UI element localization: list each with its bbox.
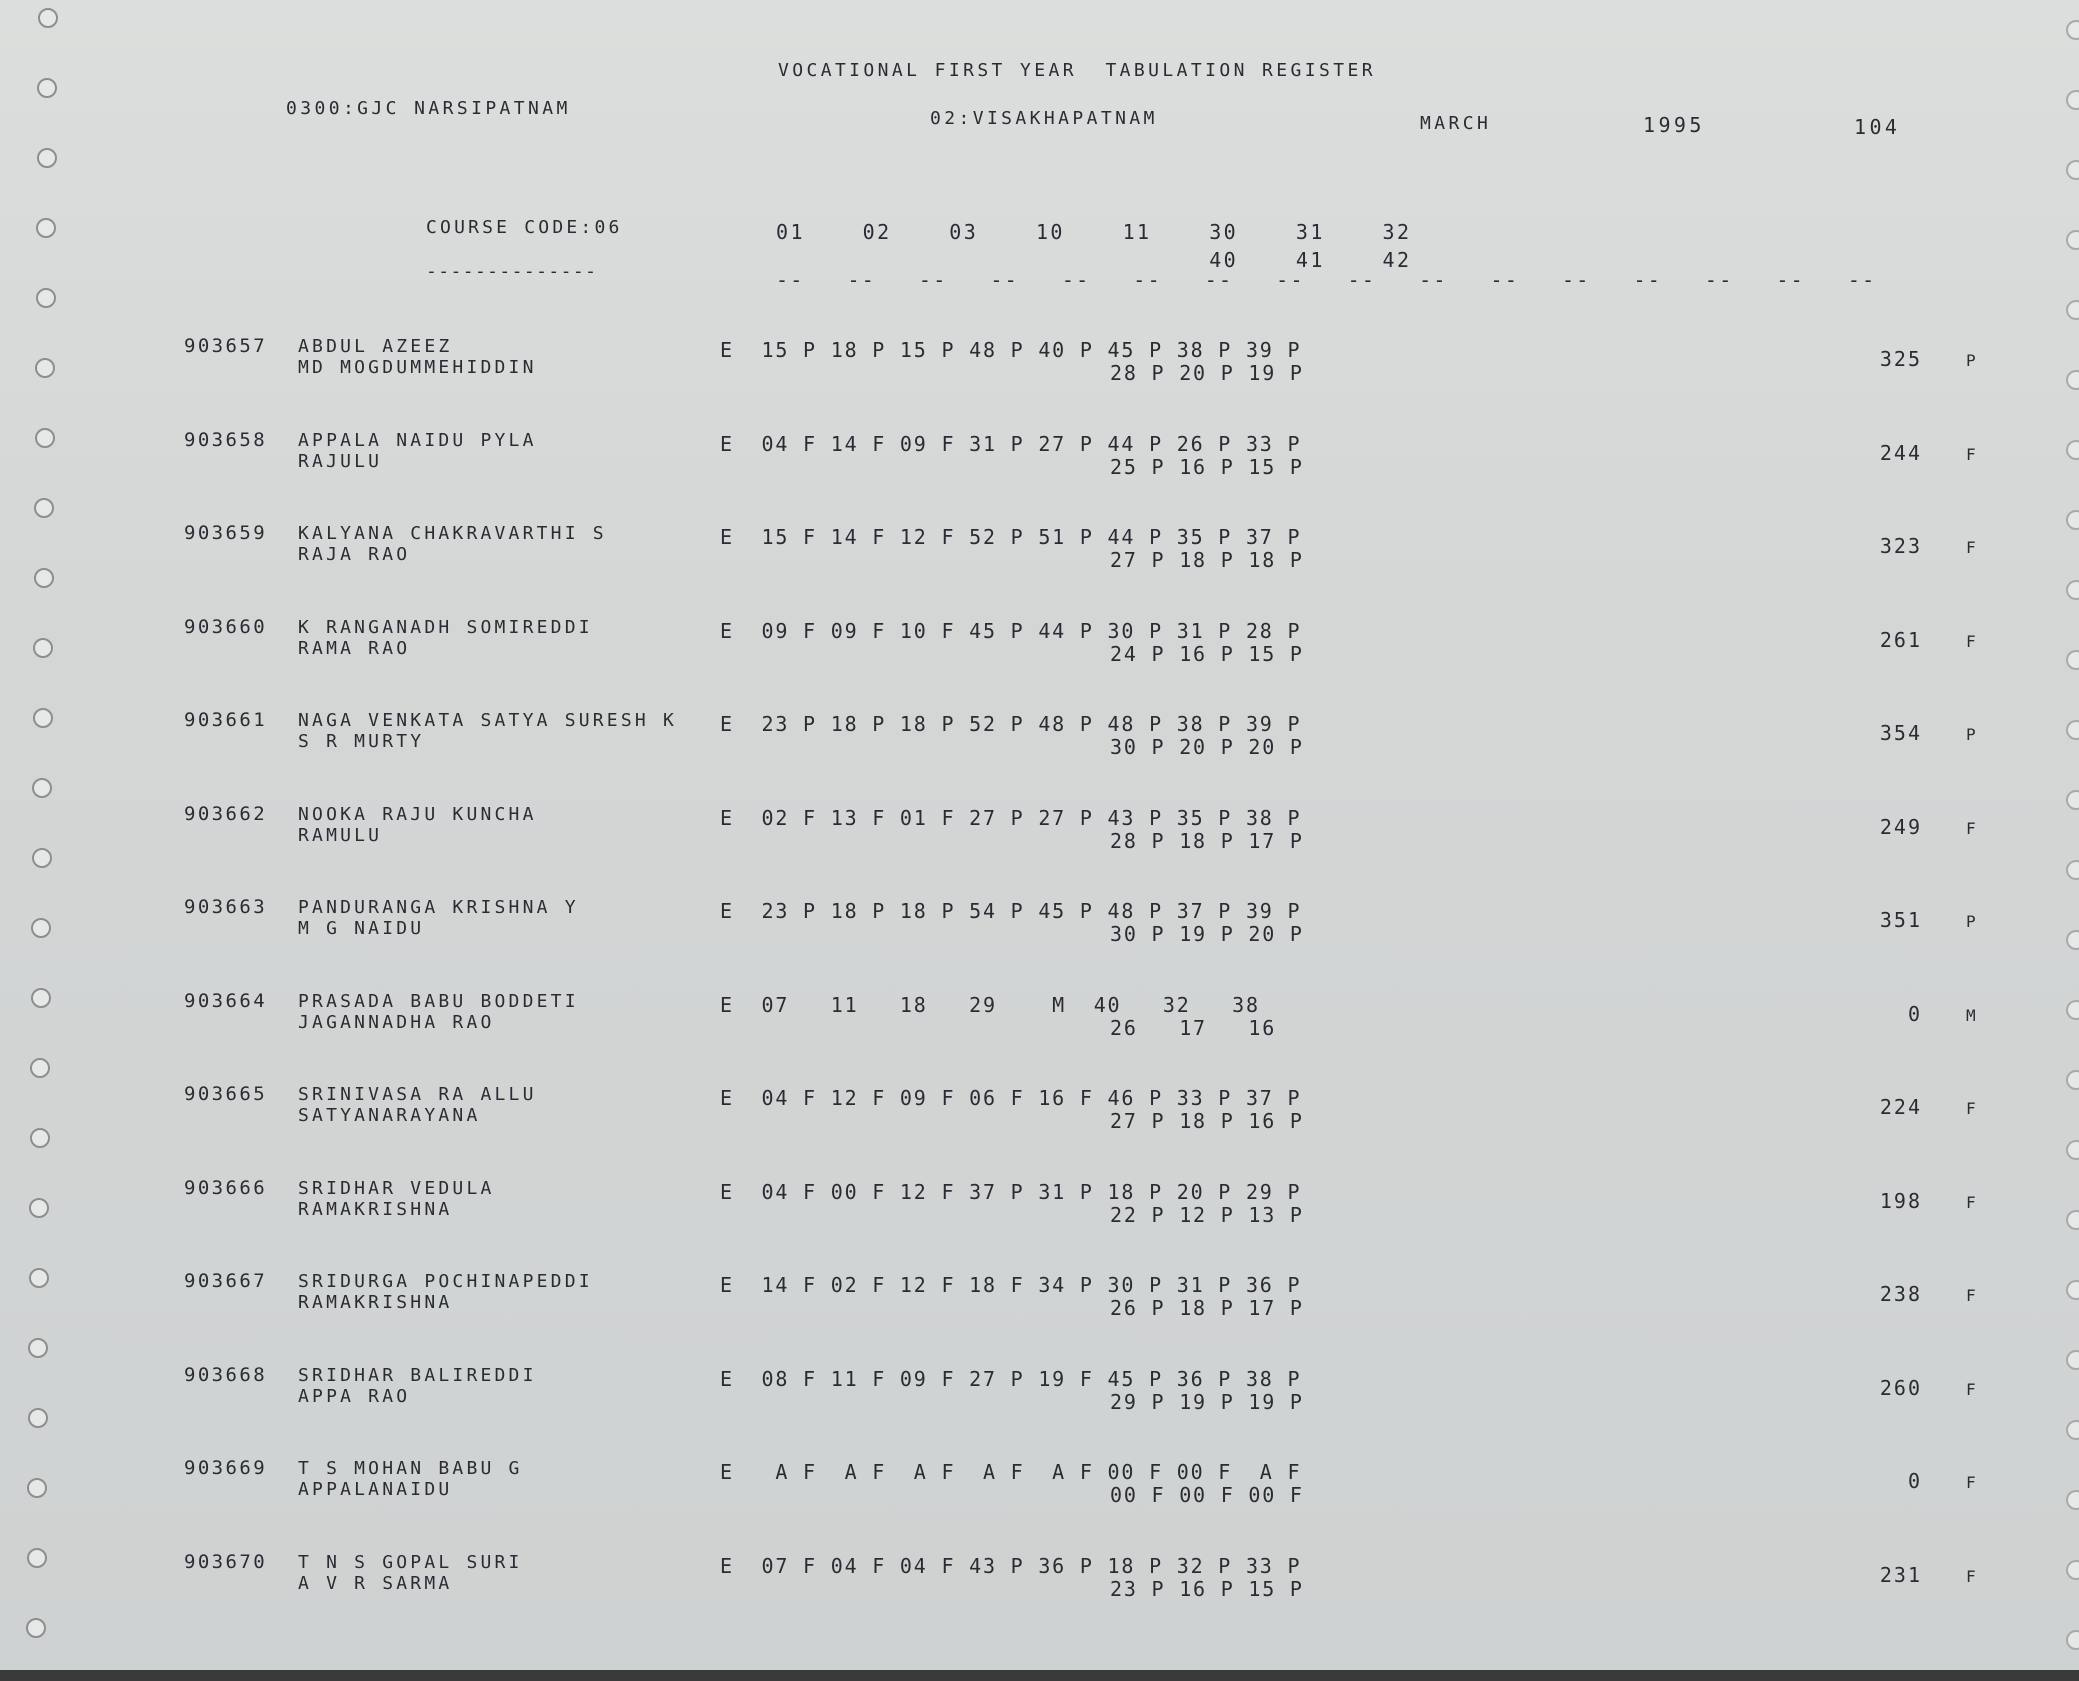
feed-hole-icon bbox=[34, 568, 54, 588]
total-marks: 244 bbox=[1879, 440, 1922, 465]
feed-hole-icon bbox=[2066, 720, 2079, 740]
subject-columns-row1: 01 02 03 10 11 30 31 32 bbox=[776, 220, 1412, 244]
total-marks: 354 bbox=[1879, 721, 1922, 745]
student-name: NOOKA RAJU KUNCHA bbox=[298, 803, 537, 825]
district-code: 02:VISAKHAPATNAM bbox=[930, 108, 1158, 129]
student-name: APPALA NAIDU PYLA bbox=[298, 429, 537, 451]
total-marks: 260 bbox=[1879, 1375, 1922, 1400]
feed-hole-icon bbox=[32, 848, 52, 868]
marks-line-1: E 15 P 18 P 15 P 48 P 40 P 45 P 38 P 39 P bbox=[720, 338, 1302, 362]
marks-line-1: E 14 F 02 F 12 F 18 F 34 P 30 P 31 P 36 P bbox=[720, 1273, 1302, 1297]
student-id: 903657 bbox=[184, 335, 268, 357]
student-id: 903658 bbox=[184, 428, 268, 451]
total-marks: 224 bbox=[1879, 1095, 1922, 1119]
result-code: F bbox=[1966, 1473, 1976, 1492]
student-father-name: RAMAKRISHNA bbox=[298, 1198, 453, 1220]
marks-line-1: E 23 P 18 P 18 P 52 P 48 P 48 P 38 P 39 P bbox=[720, 712, 1302, 736]
marks-line-1: E 04 F 12 F 09 F 06 F 16 F 46 P 33 P 37 P bbox=[720, 1086, 1302, 1110]
feed-hole-icon bbox=[2066, 90, 2079, 110]
marks-line-2: 25 P 16 P 15 P bbox=[1110, 454, 1304, 479]
student-father-name: RAMULU bbox=[298, 824, 383, 846]
marks-line-2: 26 P 18 P 17 P bbox=[1110, 1296, 1304, 1320]
college-code: 0300:GJC NARSIPATNAM bbox=[286, 98, 571, 119]
feed-hole-icon bbox=[29, 1268, 49, 1288]
marks-line-1: E 23 P 18 P 18 P 54 P 45 P 48 P 37 P 39 P bbox=[720, 899, 1302, 923]
feed-hole-icon bbox=[2066, 650, 2079, 670]
feed-hole-icon bbox=[2066, 790, 2079, 810]
feed-hole-icon bbox=[34, 498, 54, 518]
result-code: F bbox=[1966, 1379, 1976, 1399]
student-name: SRIDURGA POCHINAPEDDI bbox=[298, 1271, 593, 1292]
student-father-name: RAMA RAO bbox=[298, 637, 411, 659]
feed-hole-icon bbox=[30, 1058, 50, 1078]
total-marks: 249 bbox=[1879, 814, 1922, 839]
student-father-name: M G NAIDU bbox=[298, 918, 425, 939]
total-marks: 261 bbox=[1879, 627, 1922, 652]
total-marks: 231 bbox=[1879, 1562, 1922, 1587]
result-code: F bbox=[1966, 631, 1976, 651]
result-code: F bbox=[1966, 1566, 1976, 1586]
subject-columns-row2: 40 41 42 bbox=[776, 248, 1412, 272]
student-name: NAGA VENKATA SATYA SURESH K bbox=[298, 710, 677, 731]
student-id: 903663 bbox=[184, 896, 268, 918]
student-name: K RANGANADH SOMIREDDI bbox=[298, 616, 593, 638]
marks-line-1: E 08 F 11 F 09 F 27 P 19 F 45 P 36 P 38 P bbox=[720, 1366, 1302, 1391]
marks-line-1: E A F A F A F A F A F 00 F 00 F A F bbox=[720, 1460, 1302, 1484]
student-name: PRASADA BABU BODDETI bbox=[298, 990, 579, 1012]
feed-hole-icon bbox=[28, 1408, 48, 1428]
feed-hole-icon bbox=[31, 988, 51, 1008]
column-dash-separators: -- -- -- -- -- -- -- -- -- -- -- -- -- -- -- -- bbox=[776, 268, 1877, 292]
feed-hole-icon bbox=[2066, 1000, 2079, 1020]
marks-line-1: E 02 F 13 F 01 F 27 P 27 P 43 P 35 P 38 P bbox=[720, 805, 1302, 830]
marks-line-2: 26 17 16 bbox=[1110, 1015, 1277, 1040]
feed-hole-icon bbox=[2066, 510, 2079, 530]
feed-hole-icon bbox=[36, 218, 56, 238]
feed-hole-icon bbox=[27, 1478, 47, 1498]
student-id: 903667 bbox=[184, 1270, 268, 1292]
feed-hole-icon bbox=[26, 1618, 46, 1638]
total-marks: 325 bbox=[1879, 347, 1922, 371]
student-id: 903665 bbox=[184, 1083, 268, 1105]
feed-hole-icon bbox=[2066, 1490, 2079, 1510]
student-id: 903664 bbox=[184, 989, 268, 1012]
marks-line-1: E 04 F 14 F 09 F 31 P 27 P 44 P 26 P 33 P bbox=[720, 431, 1302, 456]
marks-line-2: 28 P 20 P 19 P bbox=[1110, 361, 1304, 385]
feed-hole-icon bbox=[2066, 860, 2079, 880]
feed-hole-icon bbox=[38, 8, 58, 28]
student-father-name: RAMAKRISHNA bbox=[298, 1292, 453, 1313]
feed-hole-icon bbox=[2066, 1350, 2079, 1370]
feed-hole-icon bbox=[37, 148, 57, 168]
student-id: 903669 bbox=[184, 1457, 268, 1479]
result-code: M bbox=[1966, 1005, 1976, 1025]
feed-hole-icon bbox=[37, 78, 57, 98]
marks-line-2: 22 P 12 P 13 P bbox=[1110, 1202, 1304, 1227]
student-id: 903668 bbox=[184, 1363, 268, 1386]
student-father-name: RAJA RAO bbox=[298, 544, 411, 565]
student-id: 903661 bbox=[184, 709, 268, 731]
result-code: F bbox=[1966, 1099, 1976, 1118]
student-name: ABDUL AZEEZ bbox=[298, 336, 453, 357]
marks-line-2: 27 P 18 P 16 P bbox=[1110, 1109, 1304, 1133]
student-father-name: RAJULU bbox=[298, 450, 383, 472]
feed-hole-icon bbox=[35, 428, 55, 448]
student-id: 903670 bbox=[184, 1550, 268, 1573]
total-marks: 198 bbox=[1879, 1188, 1922, 1213]
total-marks: 323 bbox=[1879, 534, 1922, 558]
total-marks: 238 bbox=[1879, 1282, 1922, 1306]
student-father-name: S R MURTY bbox=[298, 731, 425, 752]
feed-hole-icon bbox=[33, 638, 53, 658]
student-id: 903659 bbox=[184, 522, 268, 544]
marks-line-2: 00 F 00 F 00 F bbox=[1110, 1483, 1304, 1507]
result-code: F bbox=[1966, 444, 1976, 464]
marks-line-1: E 07 11 18 29 M 40 32 38 bbox=[720, 992, 1260, 1017]
result-code: F bbox=[1966, 1286, 1976, 1305]
marks-line-2: 23 P 16 P 15 P bbox=[1110, 1576, 1304, 1601]
feed-hole-icon bbox=[2066, 230, 2079, 250]
marks-line-2: 29 P 19 P 19 P bbox=[1110, 1389, 1304, 1414]
marks-line-1: E 15 F 14 F 12 F 52 P 51 P 44 P 35 P 37 P bbox=[720, 525, 1302, 549]
feed-hole-icon bbox=[35, 358, 55, 378]
student-father-name: A V R SARMA bbox=[298, 1572, 453, 1594]
feed-hole-icon bbox=[29, 1198, 49, 1218]
exam-month: MARCH bbox=[1420, 113, 1492, 134]
feed-hole-icon bbox=[33, 708, 53, 728]
student-father-name: APPA RAO bbox=[298, 1385, 411, 1407]
feed-hole-icon bbox=[2066, 1280, 2079, 1300]
student-name: SRIDHAR VEDULA bbox=[298, 1177, 495, 1199]
course-code-label: COURSE CODE:06 bbox=[426, 217, 623, 238]
feed-hole-icon bbox=[27, 1548, 47, 1568]
student-father-name: SATYANARAYANA bbox=[298, 1105, 481, 1126]
marks-line-2: 24 P 16 P 15 P bbox=[1110, 641, 1304, 666]
feed-hole-icon bbox=[2066, 1630, 2079, 1650]
feed-hole-icon bbox=[2066, 1210, 2079, 1230]
marks-line-2: 27 P 18 P 18 P bbox=[1110, 548, 1304, 572]
result-code: F bbox=[1966, 1192, 1976, 1212]
student-name: SRIDHAR BALIREDDI bbox=[298, 1364, 537, 1386]
result-code: P bbox=[1966, 725, 1976, 744]
marks-line-2: 28 P 18 P 17 P bbox=[1110, 828, 1304, 853]
feed-hole-icon bbox=[2066, 440, 2079, 460]
student-name: T N S GOPAL SURI bbox=[298, 1551, 523, 1573]
exam-year: 1995 bbox=[1643, 113, 1705, 137]
student-id: 903666 bbox=[184, 1176, 268, 1199]
student-father-name: MD MOGDUMMEHIDDIN bbox=[298, 357, 537, 378]
feed-hole-icon bbox=[28, 1338, 48, 1358]
marks-line-2: 30 P 19 P 20 P bbox=[1110, 922, 1304, 946]
marks-line-1: E 07 F 04 F 04 F 43 P 36 P 18 P 32 P 33 P bbox=[720, 1553, 1302, 1578]
feed-hole-icon bbox=[2066, 930, 2079, 950]
feed-hole-icon bbox=[2066, 160, 2079, 180]
result-code: P bbox=[1966, 912, 1976, 931]
student-name: PANDURANGA KRISHNA Y bbox=[298, 897, 579, 918]
student-name: T S MOHAN BABU G bbox=[298, 1458, 523, 1479]
result-code: P bbox=[1966, 351, 1976, 370]
student-father-name: APPALANAIDU bbox=[298, 1479, 453, 1500]
feed-hole-icon bbox=[2066, 580, 2079, 600]
total-marks: 0 bbox=[1907, 1469, 1922, 1493]
marks-line-2: 30 P 20 P 20 P bbox=[1110, 735, 1304, 759]
feed-hole-icon bbox=[2066, 1560, 2079, 1580]
feed-hole-icon bbox=[2066, 1070, 2079, 1090]
register-title: VOCATIONAL FIRST YEAR TABULATION REGISTER bbox=[778, 60, 1376, 81]
student-id: 903660 bbox=[184, 615, 268, 638]
feed-hole-icon bbox=[2066, 300, 2079, 320]
marks-line-1: E 04 F 00 F 12 F 37 P 31 P 18 P 20 P 29 P bbox=[720, 1179, 1302, 1204]
feed-hole-icon bbox=[30, 1128, 50, 1148]
course-code-underline: -------------- bbox=[426, 261, 598, 282]
student-id: 903662 bbox=[184, 802, 268, 825]
feed-hole-icon bbox=[31, 918, 51, 938]
feed-hole-icon bbox=[32, 778, 52, 798]
feed-hole-icon bbox=[2066, 1420, 2079, 1440]
total-marks: 0 bbox=[1907, 1001, 1922, 1026]
result-code: F bbox=[1966, 818, 1976, 838]
student-name: SRINIVASA RA ALLU bbox=[298, 1084, 537, 1105]
student-name: KALYANA CHAKRAVARTHI S bbox=[298, 523, 607, 544]
feed-hole-icon bbox=[2066, 370, 2079, 390]
feed-hole-icon bbox=[36, 288, 56, 308]
page-number: 104 bbox=[1854, 115, 1901, 139]
total-marks: 351 bbox=[1879, 908, 1922, 932]
result-code: F bbox=[1966, 538, 1976, 557]
feed-hole-icon bbox=[2066, 20, 2079, 40]
feed-hole-icon bbox=[2066, 1140, 2079, 1160]
student-father-name: JAGANNADHA RAO bbox=[298, 1011, 495, 1033]
marks-line-1: E 09 F 09 F 10 F 45 P 44 P 30 P 31 P 28 P bbox=[720, 618, 1302, 643]
